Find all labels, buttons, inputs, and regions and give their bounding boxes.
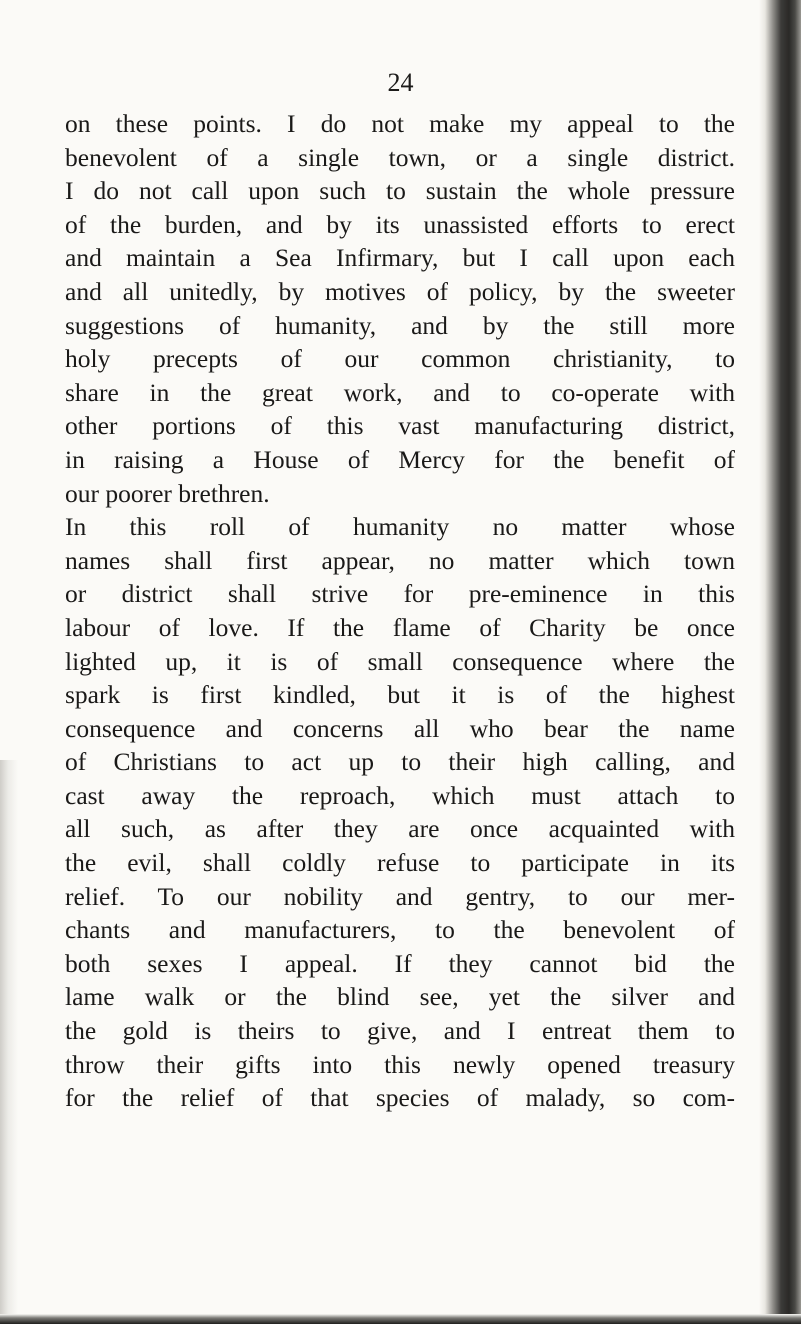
text-line: in raising a House of Mercy for the benefit of [65, 444, 735, 474]
page-bottom-edge [0, 1314, 801, 1324]
body-text [65, 107, 735, 1115]
binding-edge [759, 0, 801, 1324]
text-line: all such, as after they are once acquainted with [65, 814, 735, 844]
text-line: holy precepts of our common christianity, to [65, 344, 735, 374]
text-line-paragraph-end: our poorer brethren. [65, 478, 270, 508]
text-line: chants and manufacturers, to the benevolent of [65, 915, 735, 945]
text-line: on these points. I do not make my appeal to the [65, 109, 735, 138]
text-line: or district shall strive for pre-eminence in this [65, 579, 735, 609]
text-line: both sexes I appeal. If they cannot bid the [65, 948, 735, 978]
page-number: 24 [387, 68, 414, 97]
text-line: throw their gifts into this newly opened treasury [65, 1049, 735, 1079]
text-line: lighted up, it is of small consequence where the [65, 646, 735, 676]
text-line: of the burden, and by its unassisted efforts to erect [65, 209, 735, 239]
text-line: lame walk or the blind see, yet the silver and [65, 982, 735, 1012]
text-line: I do not call upon such to sustain the whole pressure [65, 176, 735, 206]
text-line: other portions of this vast manufacturing district, [65, 411, 735, 441]
text-line: benevolent of a single town, or a single district. [65, 142, 735, 172]
text-line: suggestions of humanity, and by the still more [65, 310, 735, 340]
text-line: share in the great work, and to co-operate with [65, 377, 735, 407]
text-line-paragraph-start: In this roll of humanity no matter whose [65, 512, 735, 542]
text-line: relief. To our nobility and gentry, to our mer- [65, 881, 735, 911]
text-line: labour of love. If the flame of Charity be once [65, 612, 735, 642]
text-line: spark is first kindled, but it is of the highest [65, 680, 735, 710]
text-line: names shall first appear, no matter which town [65, 545, 735, 575]
text-line: consequence and concerns all who bear the name [65, 713, 735, 743]
text-line: cast away the reproach, which must attach to [65, 780, 735, 810]
text-line: the gold is theirs to give, and I entreat them to [65, 1016, 735, 1046]
text-line: for the relief of that species of malady, so com- [65, 1083, 735, 1113]
text-line: of Christians to act up to their high calling, and [65, 747, 735, 777]
text-line: and maintain a Sea Infirmary, but I call upon each [65, 243, 735, 273]
text-line: and all unitedly, by motives of policy, by the sweeter [65, 276, 735, 306]
text-line: the evil, shall coldly refuse to participate in its [65, 848, 735, 878]
page-left-shadow [0, 760, 18, 1324]
